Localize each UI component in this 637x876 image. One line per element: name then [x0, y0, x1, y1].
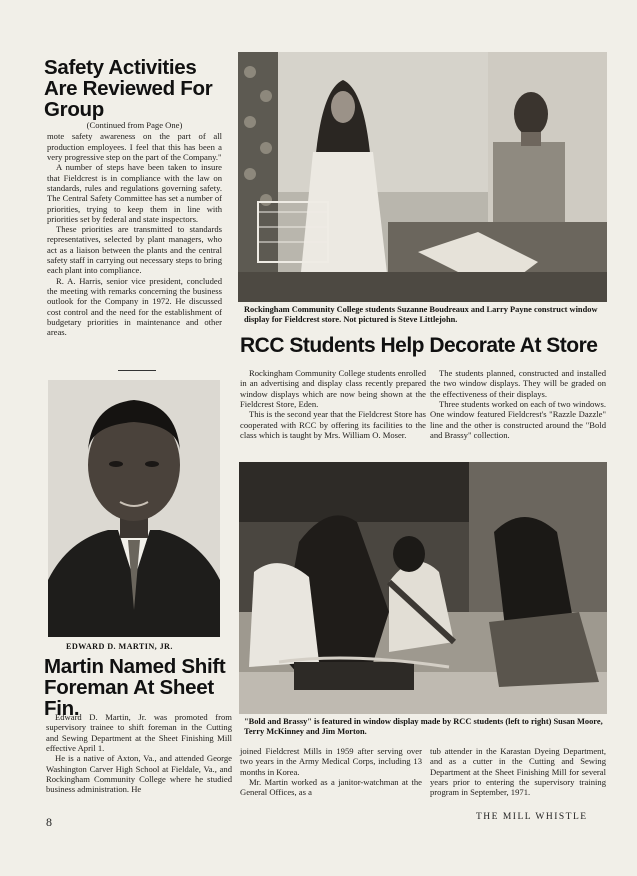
photo2-image [239, 462, 607, 714]
rcc-paragraph: The students planned, constructed and installed the two window displays. They will be graded on the effectiveness of their displays. [430, 368, 606, 399]
safety-paragraph: mote safety awareness on the part of all production employees. I feel that this has been a very progressive step on the part of the Company." [47, 131, 222, 162]
rcc-headline: RCC Students Help Decorate At Store [240, 334, 598, 357]
martin-paragraph: Mr. Martin worked as a janitor-watchman at the General Offices, as a [240, 776, 422, 798]
window-display-photo-1 [238, 52, 607, 302]
safety-paragraph: A number of steps have been taken to insure that Fieldcrest is in compliance with the law on standards, rules and regulations governing safety. The Central Safety Committee has set a number of priorities, trying to keep them in line with priorities set by federal and state inspectors. [47, 162, 222, 224]
publication-name: THE MILL WHISTLE [476, 812, 588, 822]
safety-paragraph: These priorities are transmitted to standards representatives, selected by plant managers, who act as a liaison between the plants and the central safety staff in carrying out necessary steps to bring each plant into compliance. [47, 224, 222, 276]
continued-note: (Continued from Page One) [86, 120, 183, 130]
safety-article [47, 120, 222, 338]
rcc-paragraph: This is the second year that the Fieldcrest Store has cooperated with RCC by offering its facilities to the class which is taught by Mrs. William O. Moser. [240, 409, 426, 440]
martin-col-1 [46, 712, 232, 795]
martin-paragraph: He is a native of Axton, Va., and attended George Washington Carver High School at Fieldale, Va., and Rockingham Community College where he studied business administration. He [46, 753, 232, 795]
photo1-caption: Rockingham Community College students Suzanne Boudreaux and Larry Payne construct window display for Fieldcrest store. Not pictured is Steve Littlejohn. [244, 305, 598, 324]
safety-headline: Safety Activities Are Reviewed For Group [44, 56, 213, 121]
portrait-photo [48, 380, 220, 637]
column-rule [118, 370, 156, 371]
rcc-paragraph: Rockingham Community College students enrolled in an advertising and display class recently prepared window displays which are now being shown at the Fieldcrest Store, Eden. [240, 368, 426, 409]
martin-col-3 [430, 746, 606, 798]
portrait-caption: EDWARD D. MARTIN, JR. [66, 642, 173, 651]
rcc-paragraph: Three students worked on each of two windows. One window featured Fieldcrest's "Razzle Dazzle" line and the other is constructed around the "Bold and Brassy" collection. [430, 398, 606, 440]
martin-paragraph: tub attender in the Karastan Dyeing Department, and as a cutter in the Cutting and Sewing Department at the Sheet Finishing Mill for several years prior to entering the supervisory training program in September, 1971. [430, 746, 606, 798]
rcc-col-2 [430, 368, 606, 440]
martin-col-2 [240, 746, 422, 798]
rcc-col-1 [240, 368, 426, 440]
window-display-photo-2 [239, 462, 607, 714]
photo2-caption: "Bold and Brassy" is featured in window display made by RCC students (left to right) Susan Moore, Terry McKinney and Jim Morton. [244, 717, 603, 736]
martin-paragraph: joined Fieldcrest Mills in 1959 after serving over two years in the Army Medical Corps, including 13 months in Korea. [240, 746, 422, 777]
martin-paragraph: Edward D. Martin, Jr. was promoted from supervisory trainee to shift foreman in the Cutting and Sewing Department at the Sheet Finishing Mill effective April 1. [46, 712, 232, 753]
page-number: 8 [46, 815, 52, 829]
photo1-image [238, 52, 607, 302]
martin-headline: Martin Named Shift Foreman At Sheet Fin. [44, 655, 226, 720]
portrait-image [48, 380, 220, 637]
safety-paragraph: R. A. Harris, senior vice president, concluded the meeting with remarks concerning the business outlook for the Company in 1972. He discussed cost control and the need for the establishment of budgetary priorities in maintenance and other areas. [47, 275, 222, 338]
